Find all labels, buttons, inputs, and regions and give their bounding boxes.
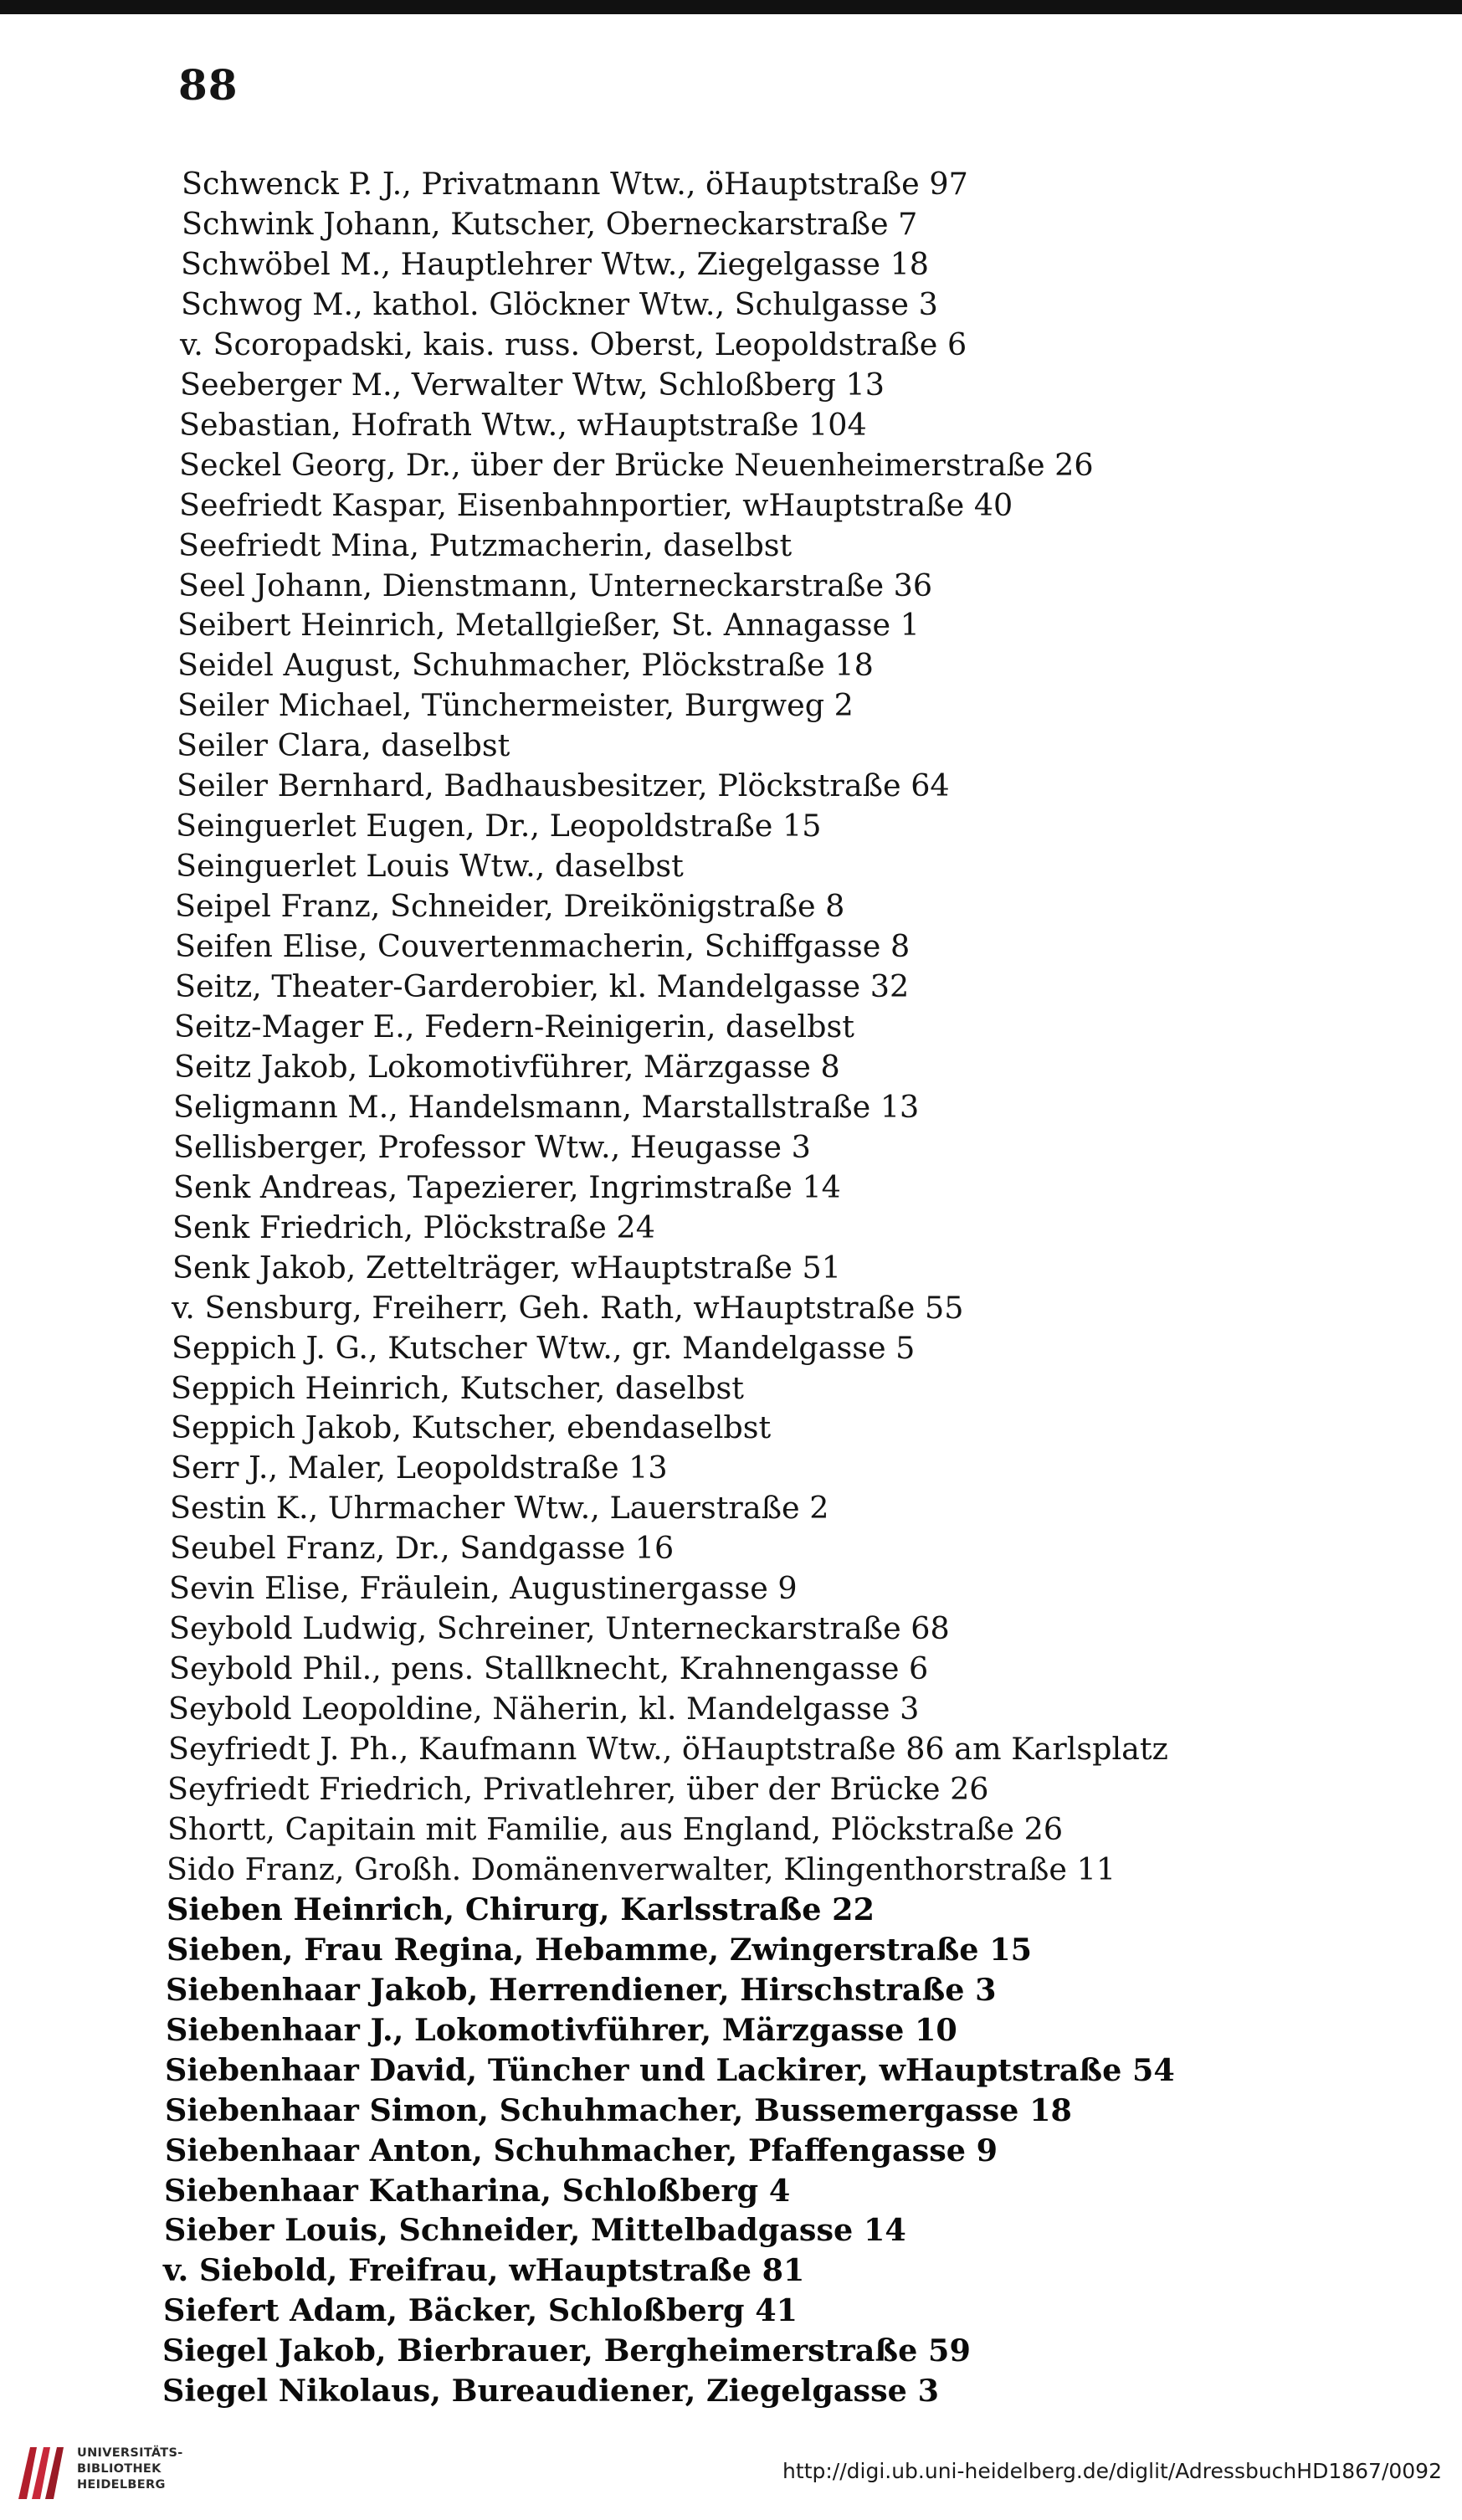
library-name-line: UNIVERSITÄTS- [77,2446,183,2460]
directory-entry: Seefriedt Kaspar, Eisenbahnportier, wHauptstraße 40 [179,487,1013,523]
directory-entry: Schwink Johann, Kutscher, Oberneckarstraße 7 [182,206,918,242]
directory-entry: Seligmann M., Handelsmann, Marstallstraße 13 [173,1089,920,1125]
directory-entry: Senk Andreas, Tapezierer, Ingrimstraße 14 [173,1169,841,1205]
directory-entry: Seefriedt Mina, Putzmacherin, daselbst [178,527,793,563]
library-seal-icon [13,2440,67,2502]
directory-entry: Seipel Franz, Schneider, Dreikönigstraße 8 [175,888,845,924]
library-logo [13,2437,189,2506]
directory-entry: Siegel Nikolaus, Bureaudiener, Ziegelgasse 3 [162,2373,939,2409]
directory-entry: Seybold Ludwig, Schreiner, Unterneckarstraße 68 [169,1610,950,1646]
library-name-line: HEIDELBERG [77,2478,166,2492]
directory-entry: Siebenhaar Jakob, Herrendiener, Hirschstraße 3 [166,1972,997,2008]
directory-entry: Seybold Leopoldine, Näherin, kl. Mandelgasse 3 [168,1691,920,1727]
directory-entry: Sevin Elise, Fräulein, Augustinergasse 9 [169,1570,798,1606]
directory-entry: Siebenhaar Katharina, Schloßberg 4 [164,2173,791,2209]
directory-entry: Sieben Heinrich, Chirurg, Karlsstraße 22 [167,1891,875,1927]
directory-entry: Seubel Franz, Dr., Sandgasse 16 [170,1530,675,1566]
directory-entry: Schwog M., kathol. Glöckner Wtw., Schulgasse 3 [181,286,938,322]
directory-entry: Seiler Michael, Tünchermeister, Burgweg 2 [177,687,854,723]
directory-entry: Sebastian, Hofrath Wtw., wHauptstraße 104 [179,407,867,443]
directory-entry: Seckel Georg, Dr., über der Brücke Neuenheimerstraße 26 [179,447,1094,483]
directory-entry: Seibert Heinrich, Metallgießer, St. Annagasse 1 [177,607,920,643]
directory-entry: Sieben, Frau Regina, Hebamme, Zwingerstraße 15 [167,1932,1033,1968]
directory-entry: Siebenhaar J., Lokomotivführer, Märzgasse 10 [166,2012,957,2048]
directory-entry: Seppich Heinrich, Kutscher, daselbst [171,1370,744,1406]
directory-entry: Seifen Elise, Couvertenmacherin, Schiffgasse 8 [175,928,911,964]
directory-entry: Seitz Jakob, Lokomotivführer, Märzgasse 8 [174,1049,840,1085]
directory-entry: Seinguerlet Eugen, Dr., Leopoldstraße 15 [176,808,822,844]
source-url-link[interactable]: http://digi.ub.uni-heidelberg.de/diglit/AdressbuchHD1867/0092 [782,2459,1442,2483]
directory-entry: Seidel August, Schuhmacher, Plöckstraße 18 [177,647,874,683]
directory-entry: Schwenck P. J., Privatmann Wtw., öHauptstraße 97 [182,166,968,202]
directory-entry: v. Sensburg, Freiherr, Geh. Rath, wHauptstraße 55 [172,1290,964,1326]
directory-entry: Shortt, Capitain mit Familie, aus England, Plöckstraße 26 [167,1811,1064,1847]
library-name [77,2446,183,2493]
library-name-line: BIBLIOTHEK [77,2462,162,2476]
directory-entry: v. Siebold, Freifrau, wHauptstraße 81 [163,2252,805,2288]
directory-entry: Siebenhaar Anton, Schuhmacher, Pfaffengasse 9 [165,2133,998,2168]
directory-entry: Schwöbel M., Hauptlehrer Wtw., Ziegelgasse 18 [181,246,930,282]
directory-entry: Seel Johann, Dienstmann, Unterneckarstraße 36 [178,567,933,603]
directory-entry: Seppich J. G., Kutscher Wtw., gr. Mandelgasse 5 [172,1330,916,1366]
directory-entry: Serr J., Maler, Leopoldstraße 13 [171,1450,668,1486]
directory-entry: Siebenhaar David, Tüncher und Lackirer, wHauptstraße 54 [165,2052,1175,2088]
directory-entry: v. Scoropadski, kais. russ. Oberst, Leopoldstraße 6 [180,326,967,362]
directory-entry: Seinguerlet Louis Wtw., daselbst [176,848,684,884]
directory-entry: Seitz, Theater-Garderobier, kl. Mandelgasse 32 [175,968,910,1004]
directory-entry: Siefert Adam, Bäcker, Schloßberg 41 [163,2292,798,2328]
directory-entry: Sellisberger, Professor Wtw., Heugasse 3 [173,1129,811,1165]
directory-entry: Seitz-Mager E., Federn-Reinigerin, daselbst [174,1009,854,1044]
directory-entry: Sieber Louis, Schneider, Mittelbadgasse 14 [164,2212,906,2248]
scan-top-border [0,0,1462,14]
directory-entry: Seppich Jakob, Kutscher, ebendaselbst [171,1409,772,1445]
directory-entry: Seiler Bernhard, Badhausbesitzer, Plöckstraße 64 [177,767,950,803]
directory-entry: Seeberger M., Verwalter Wtw, Schloßberg 13 [180,367,885,403]
directory-entry: Seiler Clara, daselbst [177,727,510,763]
directory-entry: Seyfriedt Friedrich, Privatlehrer, über der Brücke 26 [167,1771,989,1807]
directory-entry: Siebenhaar Simon, Schuhmacher, Bussemergasse 18 [165,2092,1072,2128]
page-number: 88 [178,60,239,110]
directory-entry: Siegel Jakob, Bierbrauer, Bergheimerstraße 59 [162,2333,971,2369]
directory-entry: Sestin K., Uhrmacher Wtw., Lauerstraße 2 [170,1490,829,1526]
directory-entry: Senk Jakob, Zettelträger, wHauptstraße 51 [172,1250,841,1286]
directory-entry: Senk Friedrich, Plöckstraße 24 [172,1209,655,1245]
directory-entry: Sido Franz, Großh. Domänenverwalter, Klingenthorstraße 11 [167,1851,1116,1887]
directory-entry: Seybold Phil., pens. Stallknecht, Krahnengasse 6 [169,1650,929,1686]
directory-entry: Seyfriedt J. Ph., Kaufmann Wtw., öHauptstraße 86 am Karlsplatz [168,1731,1168,1767]
